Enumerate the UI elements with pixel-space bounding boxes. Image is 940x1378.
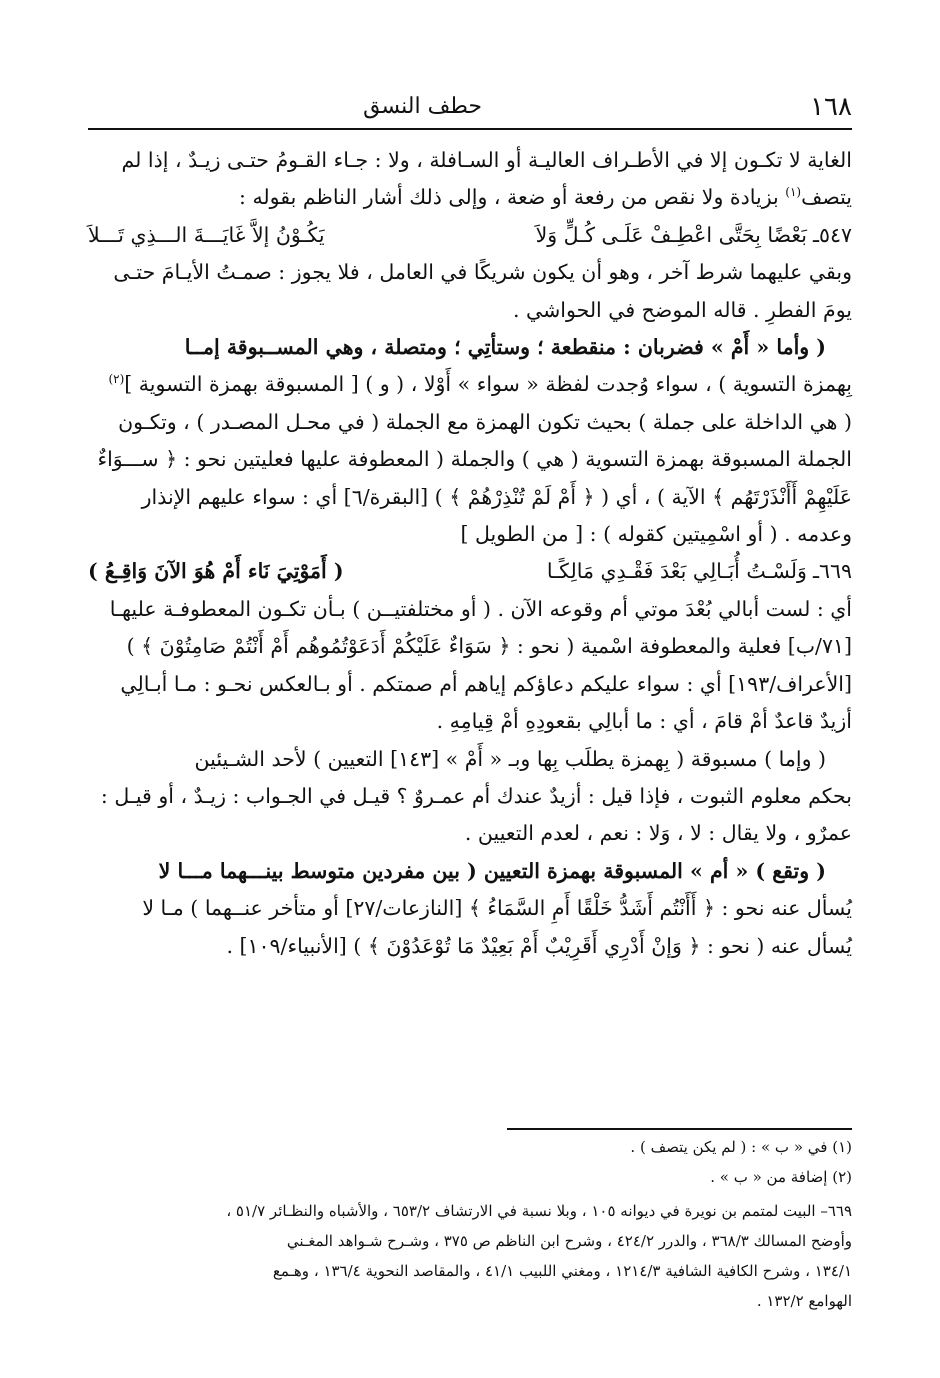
text-span: بزيادة ولا نقص من رفعة أو ضعة ، وإلى ذلك أشار الناظم بقوله : <box>239 185 786 210</box>
text-line <box>88 179 852 216</box>
text-line: [الأعراف/١٩٣] أي : سواء عليكم دعاؤكم إياهم أم صمتكم . أو بـالعكس نحـو : مـا أبـالِي <box>120 671 852 696</box>
text-line: بحكم معلوم الثبوت ، فإذا قيل : أزيدٌ عندك أم عمـروٌ ؟ قيـل في الجـواب : زيـدٌ ، أو قيـل : <box>100 783 852 808</box>
footnote-divider <box>507 1128 852 1130</box>
verse-669 <box>88 553 852 590</box>
text-line: ( هي الداخلة على جملة ) بحيث تكون الهمزة مع الجملة ( في محـل المصـدر ) ، وتكـون <box>118 409 852 434</box>
footnote: الهوامع ١٣٢/٢ . <box>756 1292 852 1310</box>
page-header <box>88 90 852 130</box>
text-line: ( وتقع ) « أم » المسبوقة بهمزة التعيين ( بين مفردين متوسط بينـــهما مـــا لا <box>158 858 826 883</box>
footnote-marker: (٢) <box>108 372 125 387</box>
main-text <box>88 142 852 965</box>
text-line: وبقي عليهما شرط آخر ، وهو أن يكون شريكًا في العامل ، فلا يجوز : صمـتُ الأيـامَ حتـى <box>113 260 852 285</box>
text-line: يُسأل عنه ( نحو : ﴿ وَإنْ أَدْرِي أَقَرِيْبٌ أَمْ بَعِيْدٌ مَا تُوْعَدُوْنَ ﴾ ) [الأنبياء/١٠٩] . <box>226 933 852 958</box>
footnote: (١) في « ب » : ( لم يكن يتصف ) . <box>630 1138 852 1156</box>
page-number: ١٦٨ <box>810 92 852 122</box>
text-line: [٧١/ب] فعلية والمعطوفة اسْمية ( نحو : ﴿ سَوَاءٌ عَلَيْكُمْ أَدَعَوْتُمُوهُم أَمْ أَنْتُمْ صَامِتُوْنَ ﴾ ) <box>126 634 852 659</box>
text-line: الجملة المسبوقة بهمزة التسوية ( هي ) والجملة ( المعطوفة عليها فعليتين نحو : ﴿ ســـوَاءٌ <box>97 447 852 472</box>
text-line: يُسأل عنه نحو : ﴿ أَأَنْتُم أَشَدُّ خَلْقًا أَمِ السَّمَاءُ ﴾ [النازعات/٢٧] أو متأخر عنــهما ) مـا لا <box>142 896 852 921</box>
text-line: ( وأما « أَمْ » فضربان : منقطعة ؛ وستأتِي ؛ ومتصلة ، وهي المســبوقة إمــا <box>184 335 826 360</box>
text-span: يتصف <box>801 185 852 210</box>
text-line: ( وإما ) مسبوقة ( بِهمزة يطلَب بِها وبـ « أَمْ » [١٤٣] التعيين ) لأحد الشـيئين <box>194 746 826 771</box>
hemistich: يَكُـوْنُ إلاَّ غَايَـــةَ الـــذِي تَـــلاَ <box>88 222 325 247</box>
hemistich: ( أَمَوْتِيَ نَاء أَمْ هُوَ الآنَ وَاقِـعُ ) <box>88 559 344 584</box>
verse-number: ٥٤٧ـ <box>812 222 852 247</box>
text-line: أي : لست أبالي بُعْدَ موتي أم وقوعه الآن . ( أو مختلفتيــن ) بـأن تكـون المعطوفـة عليهـا <box>109 596 852 621</box>
running-title: حطف النسق <box>363 94 482 119</box>
text-line: أزيدٌ قاعدٌ أمْ قامَ ، أي : ما أبالِي بقعودِهِ أمْ قِيامِهِ . <box>436 709 852 734</box>
verse-first-half <box>547 553 852 590</box>
text-line: عَلَيْهِمْ أَأَنْذَرْتَهُم ﴾ الآية ) ، أي ( ﴿ أَمْ لَمْ تُنْذِرْهُمْ ﴾ ) [البقرة/٦] أي : سواء عليهم الإنذار <box>141 484 852 509</box>
verse-number: ٦٦٩ـ <box>812 559 852 584</box>
text-line: عمرٌو ، ولا يقال : لا ، وَلا : نعم ، لعدم التعيين . <box>464 821 852 846</box>
verse-547 <box>88 217 852 254</box>
text-line <box>88 366 852 403</box>
text-line: الغاية لا تكـون إلا في الأطـراف العاليـة أو السـافلة ، ولا : جـاء القـومُ حتـى زيـدٌ ، إذا لم <box>121 148 852 172</box>
verse-first-half <box>536 217 852 254</box>
hemistich: وَلَسْـتُ أُبَـالِي بَعْدَ فَقْـدِي مَالِكًـا <box>546 559 807 584</box>
footnote-marker: (١) <box>785 185 802 200</box>
text-span: بِهمزة التسوية ) ، سواء وُجدت لفظة « سواء » أَوْلا ، ( و ) [ المسبوقة بهمزة التسوية ] <box>124 372 852 397</box>
text-line: يومَ الفطرِ . قاله الموضح في الحواشي . <box>513 297 852 322</box>
footnote: ٦٦٩– البيت لمتمم بن نويرة في ديوانه ١٠٥ ، وبلا نسبة في الارتشاف ٦٥٣/٢ ، والأشباه والنظـائر ٥١/٧ ، <box>226 1202 852 1220</box>
footnotes <box>88 1132 852 1316</box>
hemistich: بَعْضًا بِحَتَّى اعْطِـفْ عَلَـى كُـلٍّ وَلاَ <box>535 222 807 247</box>
footnote: وأوضح المسالك ٣٦٨/٣ ، والدرر ٤٢٤/٢ ، وشرح ابن الناظم ص ٣٧٥ ، وشـرح شـواهد المغـني <box>286 1232 852 1250</box>
text-line: وعدمه . ( أو اسْمِيتين كقوله ) : [ من الطويل ] <box>460 522 852 547</box>
footnote: ١٣٤/١ ، وشرح الكافية الشافية ١٢١٤/٣ ، ومغني اللبيب ٤١/١ ، والمقاصد النحوية ١٣٦/٤ ، وهـمع <box>272 1262 852 1280</box>
footnote: (٢) إضافة من « ب » . <box>710 1168 852 1186</box>
